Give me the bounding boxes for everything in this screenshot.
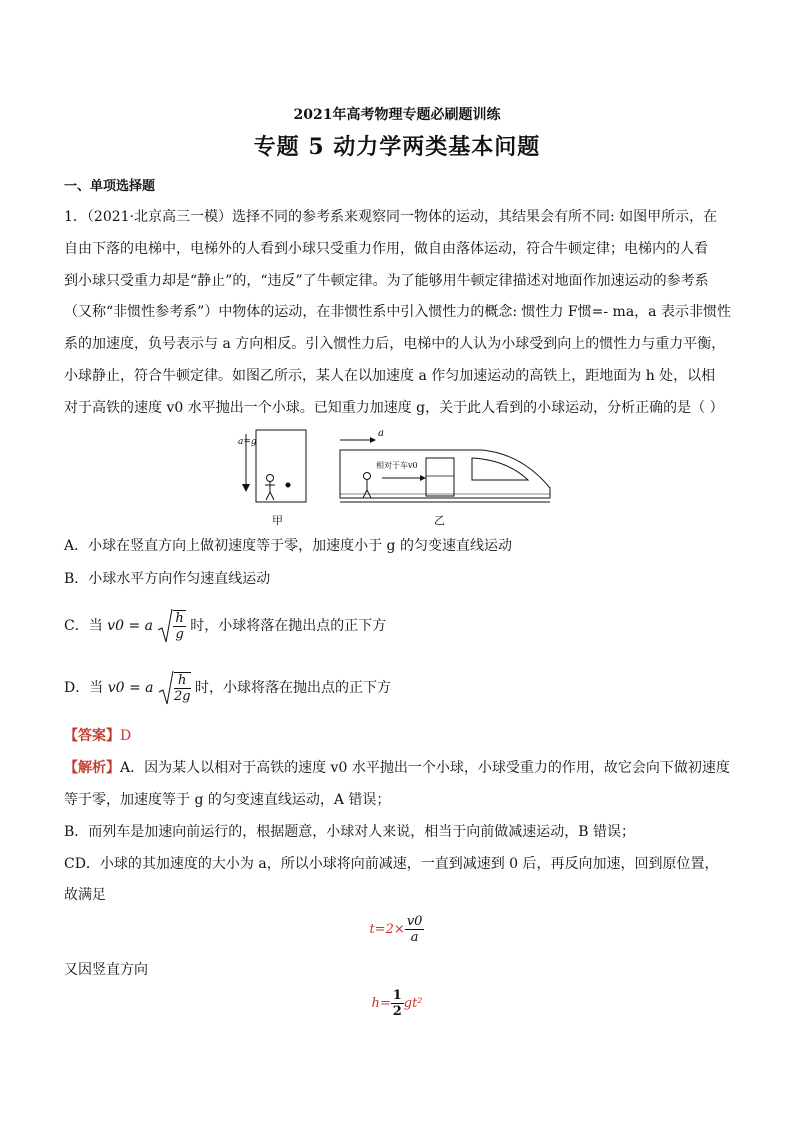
analysis-line-3: B．而列车是加速向前运行的，根据题意，小球对人来说，相当于向前做减速运动，B 错误； xyxy=(64,824,636,840)
option-c xyxy=(64,608,386,644)
sqrt-sign-icon xyxy=(158,670,174,706)
option-d-equation: v0 = a xyxy=(107,680,154,696)
analysis-line-5: 故满足 xyxy=(64,887,106,903)
option-d-sqrt xyxy=(158,670,191,706)
question-line-1: 1．（2021·北京高三一模）选择不同的参考系来观察同一物体的运动，其结果会有所不同: 如图甲所示，在 xyxy=(64,209,718,225)
person-head xyxy=(267,475,274,482)
option-c-denominator: g xyxy=(175,627,184,642)
question-line-2: 自由下落的电梯中，电梯外的人看到小球只受重力作用，做自由落体运动，符合牛顿定律；电梯内的人看 xyxy=(64,241,708,257)
formula-time-left: t=2× xyxy=(369,922,405,937)
answer-value: D xyxy=(120,728,132,744)
question-line-6: 小球静止，符合牛顿定律。如图乙所示，某人在以加速度 a 作匀加速运动的高铁上，距地面为 h 处，以相 xyxy=(64,368,716,384)
figure-caption-right: 乙 xyxy=(434,514,445,527)
option-d-prefix: D．当 xyxy=(64,680,104,696)
document-subtitle: 2021年高考物理专题必刷题训练 xyxy=(293,107,501,123)
person-leg xyxy=(266,492,270,500)
analysis-line-1 xyxy=(64,759,730,777)
question-line-4: （又称“非惯性参考系”）中物体的运动，在非惯性系中引入惯性力的概念: 惯性力 F惯=- ma，a 表示非惯性 xyxy=(64,304,731,320)
person-leg xyxy=(270,492,274,500)
formula-height-fraction xyxy=(391,988,404,1019)
elevator-box xyxy=(256,430,306,502)
option-c-fraction xyxy=(173,610,185,642)
analysis-line-4: CD．小球的其加速度的大小为 a，所以小球将向前减速，一直到减速到 0 后，再反向加速，回到原位置， xyxy=(64,856,719,872)
train-body xyxy=(340,450,550,498)
formula-time-fraction xyxy=(405,914,425,945)
figure-diagram xyxy=(232,428,562,528)
question-line-3: 到小球只受重力却是“静止”的，“违反”了牛顿定律。为了能够用牛顿定律描述对地面作加速运动的参考系 xyxy=(64,273,709,289)
option-c-numerator: h xyxy=(175,611,184,626)
figure-caption-left: 甲 xyxy=(272,514,283,527)
formula-height-denominator: 2 xyxy=(392,1004,402,1019)
formula-height xyxy=(0,988,794,1019)
ball xyxy=(286,483,291,488)
answer-label: 【答案】 xyxy=(64,728,120,744)
train-relative-label: 相对于车v0 xyxy=(376,461,418,470)
analysis-label: 【解析】 xyxy=(64,760,120,776)
analysis-line-2: 等于零，加速度等于 g 的匀变速直线运动，A 错误； xyxy=(64,792,391,808)
sqrt-sign-icon xyxy=(157,608,173,644)
formula-height-right: gt² xyxy=(403,996,423,1011)
analysis-line-6: 又因竖直方向 xyxy=(64,962,148,978)
option-b: B．小球水平方向作匀速直线运动 xyxy=(64,571,271,587)
elevator-accel-label: a=g xyxy=(238,437,257,447)
option-d-denominator: 2g xyxy=(173,689,191,704)
option-c-equation: v0 = a xyxy=(107,618,153,634)
option-d-fraction xyxy=(174,672,191,704)
analysis-text-1: A．因为某人以相对于高铁的速度 v0 水平抛出一个小球，小球受重力的作用，故它会向下做初速度 xyxy=(120,760,730,776)
answer-line xyxy=(64,727,131,745)
train-door xyxy=(426,458,454,496)
formula-time xyxy=(0,914,794,945)
option-a: A．小球在竖直方向上做初速度等于零，加速度小于 g 的匀变速直线运动 xyxy=(64,538,512,554)
formula-height-left: h= xyxy=(371,996,391,1011)
option-c-sqrt xyxy=(157,608,185,644)
question-line-7: 对于高铁的速度 v0 水平抛出一个小球。已知重力加速度 g，关于此人看到的小球运动，分析正确的是（ ） xyxy=(64,400,724,416)
passenger-head xyxy=(364,473,371,480)
train-accel-label: a xyxy=(378,428,384,439)
section-heading: 一、单项选择题 xyxy=(64,179,156,194)
formula-time-numerator: v0 xyxy=(406,914,423,929)
question-line-5: 系的加速度，负号表示与 a 方向相反。引入惯性力后，电梯中的人认为小球受到向上的惯性力与重力平衡， xyxy=(64,336,726,352)
train-figure xyxy=(340,437,550,502)
train-accel-arrowhead xyxy=(370,437,376,443)
option-c-prefix: C．当 xyxy=(64,618,103,634)
throw-arrowhead xyxy=(420,475,426,481)
option-d-numerator: h xyxy=(174,673,191,689)
formula-height-numerator: 1 xyxy=(392,988,402,1003)
option-d xyxy=(64,670,391,706)
document-title: 专题 5 动力学两类基本问题 xyxy=(253,134,541,160)
formula-time-denominator: a xyxy=(410,930,419,945)
acceleration-arrow-head xyxy=(242,484,250,492)
option-d-suffix: 时，小球将落在抛出点的正下方 xyxy=(194,680,391,696)
option-c-suffix: 时，小球将落在抛出点的正下方 xyxy=(190,618,387,634)
